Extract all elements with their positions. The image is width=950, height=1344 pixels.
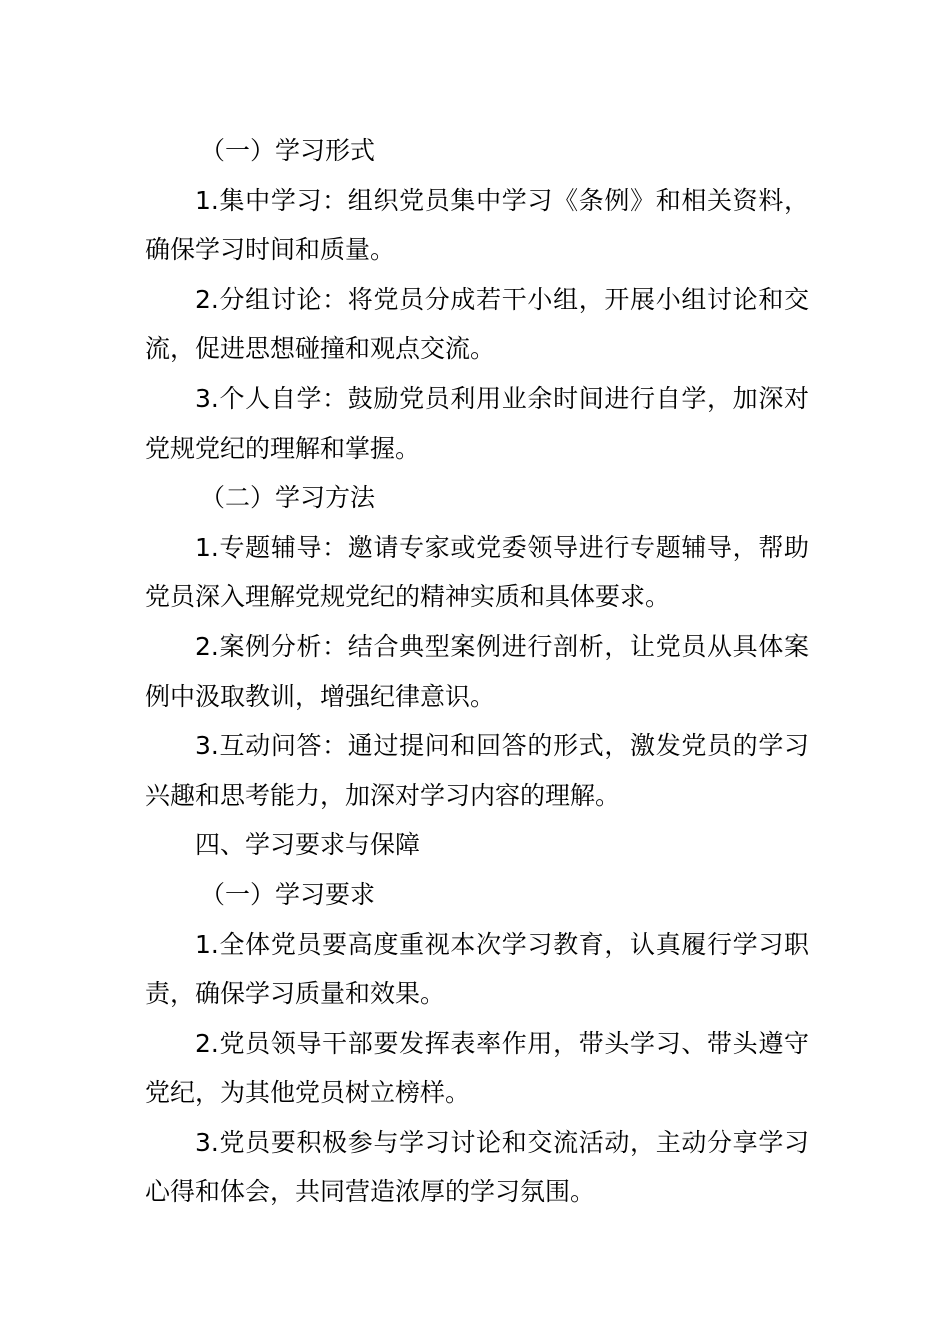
subheading-study-form: （一）学习形式 <box>200 136 376 165</box>
paragraph-requirement-1: 1.全体党员要高度重视本次学习教育，认真履行学习职责，确保学习质量和效果。 <box>145 929 809 1009</box>
paragraph-group-discussion: 2.分组讨论：将党员分成若干小组，开展小组讨论和交流，促进思想碰撞和观点交流。 <box>145 284 809 364</box>
subheading-study-requirements: （一）学习要求 <box>200 879 376 909</box>
paragraph-case-analysis: 2.案例分析：结合典型案例进行剖析，让党员从具体案例中汲取教训，增强纪律意识。 <box>145 631 809 711</box>
paragraph-requirement-2: 2.党员领导干部要发挥表率作用，带头学习、带头遵守党纪，为其他党员树立榜样。 <box>145 1028 809 1108</box>
paragraph-requirement-3: 3.党员要积极参与学习讨论和交流活动，主动分享学习心得和体会，共同营造浓厚的学习氛围。 <box>145 1127 809 1207</box>
subheading-study-method: （二）学习方法 <box>200 483 376 513</box>
paragraph-self-study: 3.个人自学：鼓励党员利用业余时间进行自学，加深对党规党纪的理解和掌握。 <box>145 383 809 463</box>
paragraph-special-guidance: 1.专题辅导：邀请专家或党委领导进行专题辅导，帮助党员深入理解党规党纪的精神实质和具体要求。 <box>145 532 809 612</box>
section-heading-requirements: 四、学习要求与保障 <box>195 830 421 860</box>
paragraph-concentrated-study: 1.集中学习：组织党员集中学习《条例》和相关资料，确保学习时间和质量。 <box>145 185 809 265</box>
document-body <box>145 126 809 1217</box>
paragraph-interactive-qa: 3.互动问答：通过提问和回答的形式，激发党员的学习兴趣和思考能力，加深对学习内容的理解。 <box>145 731 809 810</box>
